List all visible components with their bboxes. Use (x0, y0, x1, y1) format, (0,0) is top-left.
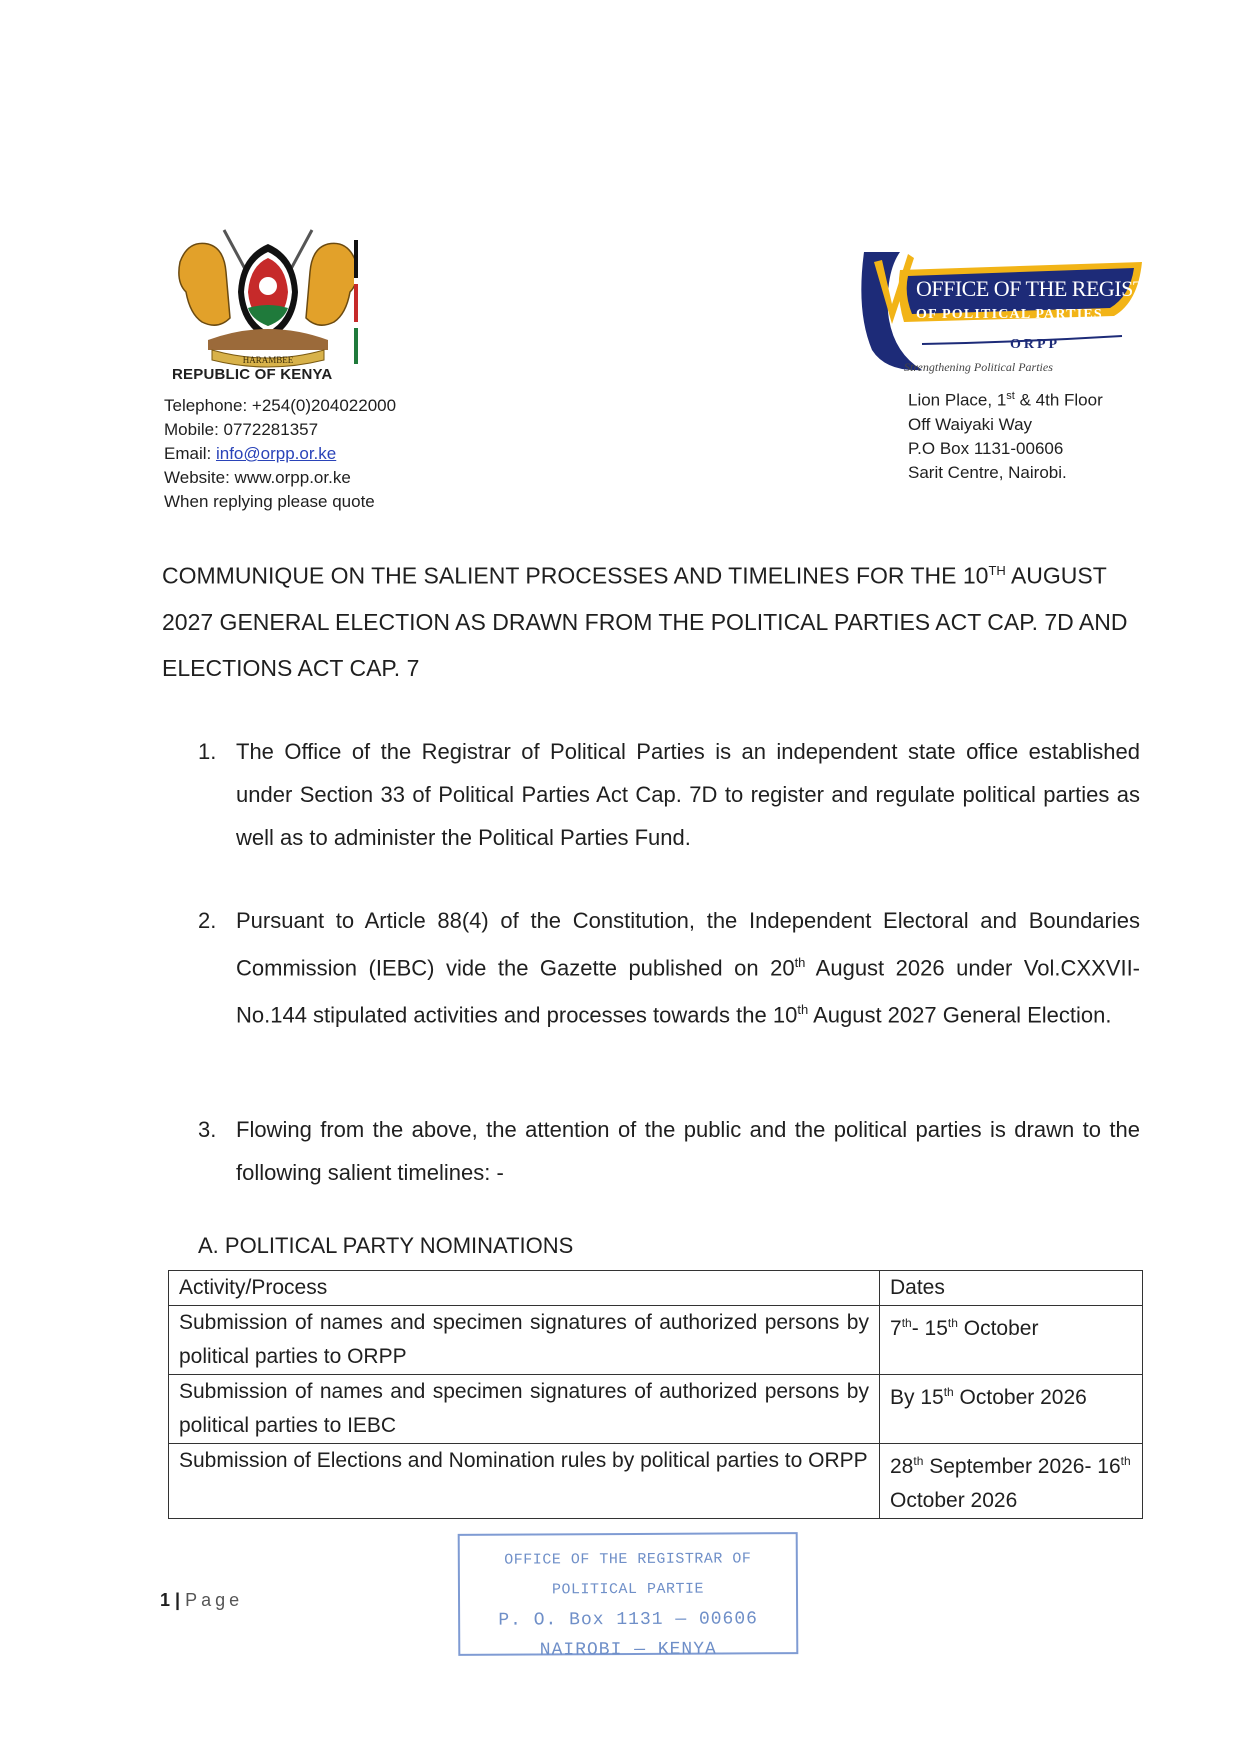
dates-cell (880, 1306, 1143, 1375)
date-sup: th (947, 1316, 958, 1330)
address-line-2: Off Waiyaki Way (908, 414, 1033, 434)
paragraph-number: 1. (198, 739, 217, 764)
page-footer (160, 1590, 243, 1611)
mobile-line: Mobile: 0772281357 (164, 420, 319, 439)
kenya-coat-of-arms-icon (168, 222, 368, 372)
address-line-1-b: & 4th Floor (1014, 390, 1103, 410)
date-part: 7 (890, 1317, 902, 1340)
dates-cell (880, 1375, 1143, 1444)
section-a-title: A. POLITICAL PARTY NOMINATIONS (198, 1233, 574, 1258)
address-block (908, 384, 1103, 485)
header-activity: Activity/Process (169, 1271, 880, 1306)
date-part: By 15 (890, 1386, 944, 1409)
date-sup: th (901, 1316, 912, 1330)
header-dates: Dates (880, 1271, 1143, 1306)
date-sup: th (943, 1385, 954, 1399)
address-line-1-a: Lion Place, 1 (908, 390, 1007, 410)
date-part: October (957, 1317, 1039, 1340)
email-line (164, 442, 396, 466)
orpp-logo-subtitle: OF POLITICAL PARTIES (916, 307, 1103, 322)
paragraph-2 (198, 900, 1140, 1037)
address-line-4: Sarit Centre, Nairobi. (908, 462, 1067, 482)
page-separator: | (175, 1590, 181, 1610)
paragraph-text: Flowing from the above, the attention of the public and the political parties is drawn to the following salient timelines: - (236, 1117, 1140, 1185)
page-number: 1 (160, 1590, 171, 1610)
activity-cell: Submission of Elections and Nomination rules by political parties to ORPP (169, 1444, 880, 1519)
date-part: September 2026- 16 (923, 1455, 1121, 1478)
date-part: October 2026 (953, 1386, 1087, 1409)
email-link[interactable]: info@orpp.or.ke (215, 444, 337, 463)
paragraph-sup: th (797, 1002, 809, 1018)
paragraph-1 (198, 730, 1140, 859)
republic-label: REPUBLIC OF KENYA (172, 366, 333, 383)
reply-note: When replying please quote (164, 492, 375, 511)
heading-part-1: COMMUNIQUE ON THE SALIENT PROCESSES AND TIMELINES FOR THE 10 (162, 562, 989, 589)
stamp-line-2: P. O. Box 1131 — 00606 (498, 1609, 758, 1631)
paragraph-3 (198, 1108, 1140, 1194)
paragraph-sup: th (794, 955, 806, 970)
date-part: - 15 (911, 1317, 948, 1340)
paragraph-text-b: August 2026 under Vol.CXXVII-No.144 stipulated activities and processes towards the 10 (236, 955, 1141, 1028)
page-word: Page (185, 1590, 244, 1610)
nominations-table (168, 1270, 1143, 1519)
orpp-logo-tagline: Strengthening Political Parties (904, 360, 1053, 374)
orpp-logo-abbr: ORPP (1010, 337, 1061, 352)
date-part: 28 (890, 1455, 914, 1478)
stamp-line-1: OFFICE OF THE REGISTRAR OF POLITICAL PARTIE (504, 1550, 752, 1599)
paragraph-text-a: Pursuant to Article 88(4) of the Constitution, the Independent Electoral and Boundaries Commission (IEBC) vide the Gazette published on 20 (236, 908, 1140, 981)
motto-text: HARAMBEE (242, 355, 294, 365)
stamp-line-3: NAIROBI — KENYA (539, 1639, 717, 1661)
table-row (169, 1306, 1143, 1375)
date-sup: th (913, 1454, 924, 1468)
table-row (169, 1444, 1143, 1519)
paragraph-text: The Office of the Registrar of Political Parties is an independent state office established under Section 33 of Political Parties Act Cap. 7D to register and regulate political parties as well as to administer the Political Parties Fund. (236, 739, 1140, 850)
orpp-logo-title: OFFICE OF THE REGISTRAR (916, 276, 1190, 301)
address-line-1-sup: st (1006, 390, 1015, 402)
paragraph-text-c: August 2027 General Election. (808, 1002, 1112, 1028)
table-row (169, 1375, 1143, 1444)
email-label: Email: (164, 444, 212, 463)
date-part: October 2026 (890, 1489, 1018, 1512)
website-line: Website: www.orpp.or.ke (164, 468, 351, 487)
paragraph-number: 2. (198, 908, 217, 933)
table-header-row (169, 1271, 1143, 1306)
flag-color-bars (354, 240, 358, 364)
office-stamp (458, 1532, 799, 1661)
date-sup: th (1120, 1454, 1131, 1468)
address-line-3: P.O Box 1131-00606 (908, 438, 1064, 458)
paragraph-text (236, 900, 1140, 1037)
telephone-line: Telephone: +254(0)204022000 (164, 396, 397, 415)
activity-cell: Submission of names and specimen signatures of authorized persons by political parties to ORPP (169, 1306, 880, 1375)
heading-part-2: AUGUST 2027 GENERAL ELECTION AS DRAWN FROM THE POLITICAL PARTIES ACT CAP. 7D AND ELECTIONS ACT CAP. 7 (162, 562, 1128, 681)
communique-heading (162, 548, 1142, 691)
contact-block (164, 394, 396, 514)
address-line-1 (908, 384, 1103, 413)
activity-cell: Submission of names and specimen signatures of authorized persons by political parties to IEBC (169, 1375, 880, 1444)
dates-cell (880, 1444, 1143, 1519)
heading-sup: TH (988, 563, 1006, 578)
paragraph-number: 3. (198, 1117, 217, 1142)
